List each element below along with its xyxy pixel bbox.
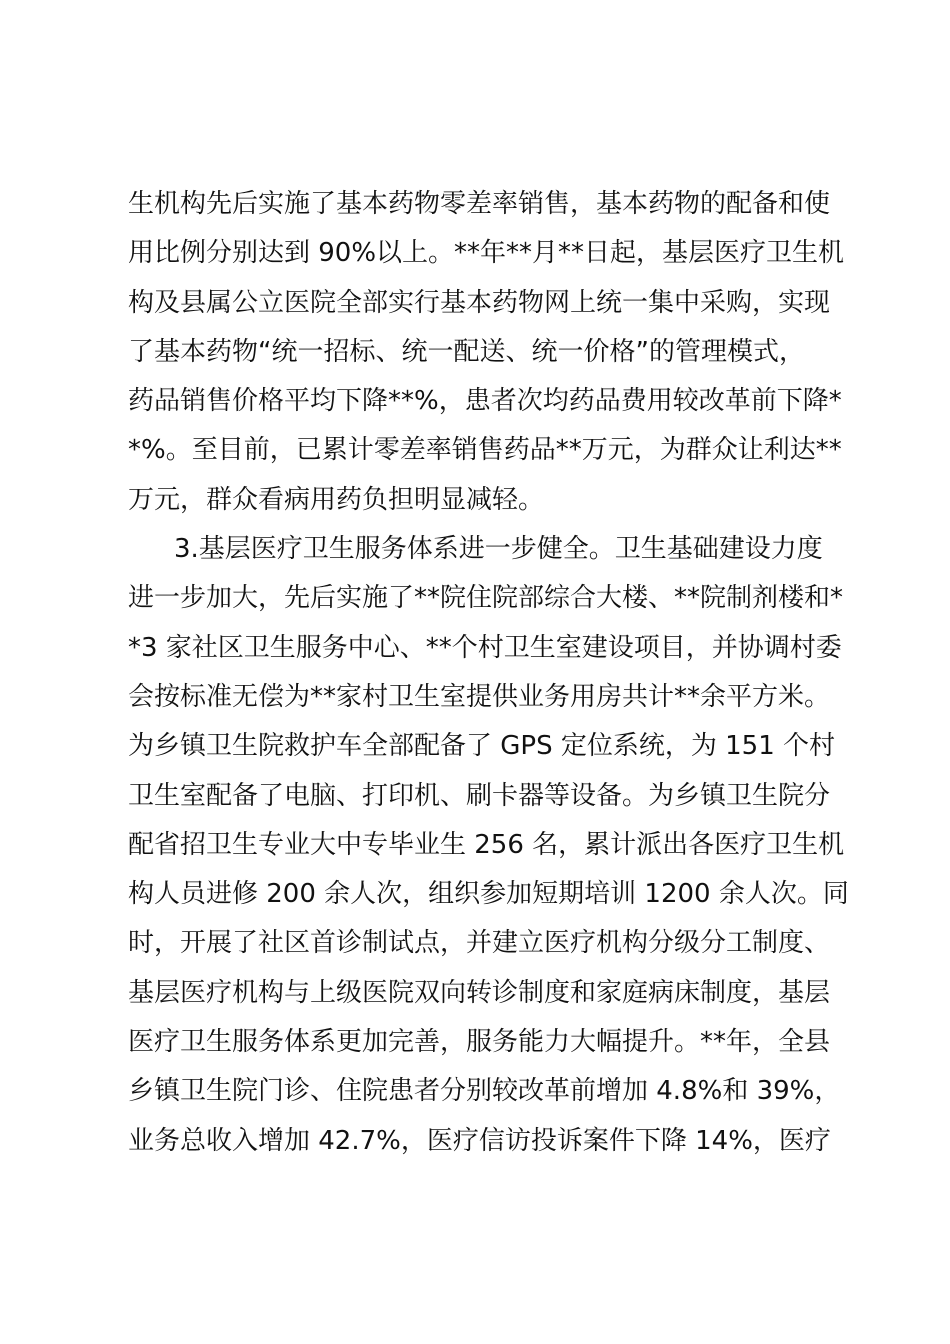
text-line: 了基本药物“统一招标、统一配送、统一价格”的管理模式， (128, 336, 805, 367)
text-line: 基层医疗机构与上级医院双向转诊制度和家庭病床制度，基层 (128, 977, 831, 1008)
text-line: 业务总收入增加 42.7%，医疗信访投诉案件下降 14%，医疗 (128, 1125, 831, 1156)
text-line: 万元，群众看病用药负担明显减轻。 (128, 484, 545, 515)
text-line: 乡镇卫生院门诊、住院患者分别较改革前增加 4.8%和 39%， (128, 1076, 841, 1107)
section-heading-line: 3.基层医疗卫生服务体系进一步健全。卫生基础建设力度 (174, 534, 823, 565)
text-line: 进一步加大，先后实施了**院住院部综合大楼、**院制剂楼和* (128, 583, 844, 614)
text-line: 为乡镇卫生院救护车全部配备了 GPS 定位系统，为 151 个村 (128, 731, 836, 762)
text-line: 医疗卫生服务体系更加完善，服务能力大幅提升。**年，全县 (128, 1027, 831, 1058)
body-text (128, 180, 849, 1166)
text-line: *3 家社区卫生服务中心、**个村卫生室建设项目，并协调村委 (128, 632, 842, 663)
text-line: 生机构先后实施了基本药物零差率销售，基本药物的配备和使 (128, 189, 831, 219)
text-line: 构人员进修 200 余人次，组织参加短期培训 1200 余人次。同 (128, 879, 849, 910)
text-line: 用比例分别达到 90%以上。**年**月**日起，基层医疗卫生机 (128, 238, 845, 269)
text-line: 时，开展了社区首诊制试点，并建立医疗机构分级分工制度、 (128, 928, 831, 959)
text-line: 卫生室配备了电脑、打印机、刷卡器等设备。为乡镇卫生院分 (128, 780, 831, 811)
text-line: 构及县属公立医院全部实行基本药物网上统一集中采购，实现 (128, 287, 831, 318)
text-line: 药品销售价格平均下降**%，患者次均药品费用较改革前下降* (128, 386, 842, 417)
text-line: *%。至目前，已累计零差率销售药品**万元，为群众让利达** (128, 435, 842, 466)
text-line: 会按标准无偿为**家村卫生室提供业务用房共计**余平方米。 (128, 681, 831, 712)
text-line: 配省招卫生专业大中专毕业生 256 名，累计派出各医疗卫生机 (128, 829, 845, 860)
